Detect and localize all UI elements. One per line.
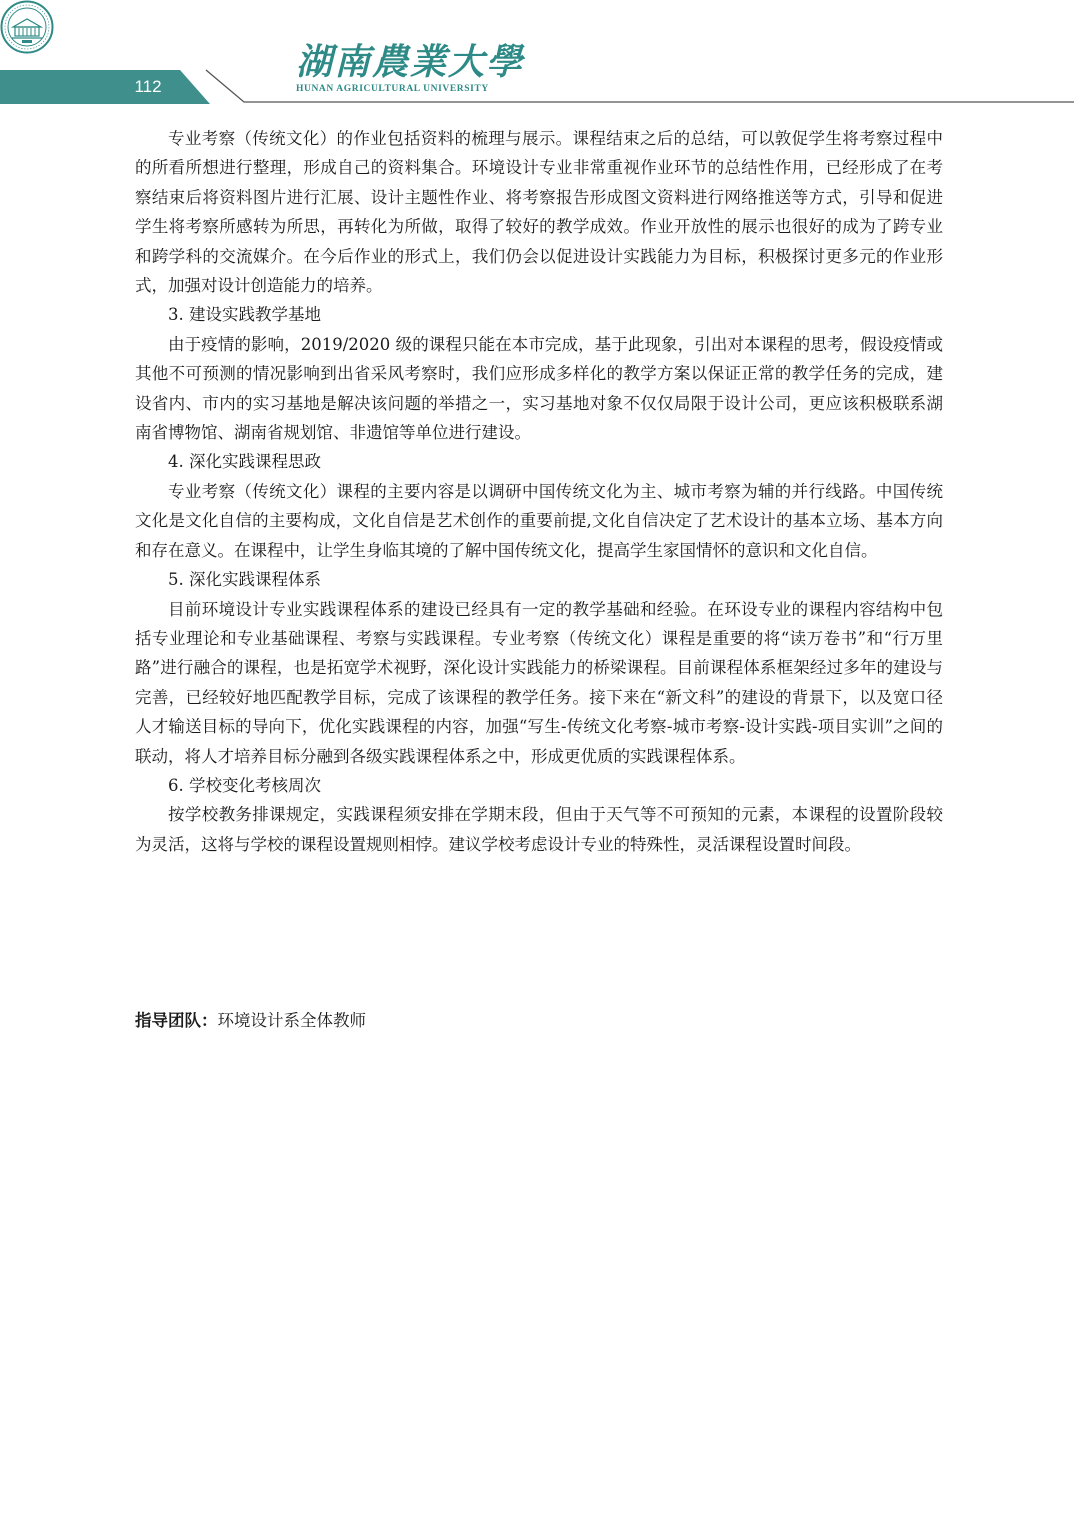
paragraph-schedule: 按学校教务排课规定，实践课程须安排在学期末段，但由于天气等不可预知的元素，本课程的设置阶段较为灵活，这将与学校的课程设置规则相悖。建议学校考虑设计专业的特殊性，灵活课程设置时间段。: [135, 805, 943, 854]
paragraph-base: 由于疫情的影响，2019/2020 级的课程只能在本市完成，基于此现象，引出对本课程的思考，假设疫情或其他不可预测的情况影响到出省采风考察时，我们应形成多样化的教学方案以保证正常的教学任务的完成，建设省内、市内的实习基地是解决该问题的举措之一，实习基地对象不仅仅局限于设计公司，更应该积极联系湖南省博物馆、湖南省规划馆、非遗馆等单位进行建设。: [135, 334, 943, 443]
university-name: 湖南農業大學: [296, 41, 525, 83]
paragraph-assignment: 专业考察（传统文化）的作业包括资料的梳理与展示。课程结束之后的总结，可以敦促学生将考察过程中的所看所想进行整理，形成自己的资料集合。环境设计专业非常重视作业环节的总结性作用，已经形成了在考察结束后将资料图片进行汇展、设计主题性作业、将考察报告形成图文资料进行网络推送等方式，引导和促进学生将考察所感转为所思，再转化为所做，取得了较好的教学成效。作业开放性的展示也很好的成为了跨专业和跨学科的交流媒介。在今后作业的形式上，我们仍会以促进设计实践能力为目标，积极探讨更多元的作业形式，加强对设计创造能力的培养。: [135, 129, 943, 296]
page-number: 112: [134, 77, 162, 96]
section-heading-system: 5. 深化实践课程体系: [168, 570, 321, 590]
page-header: [0, 0, 1074, 110]
paragraph-system: 目前环境设计专业实践课程体系的建设已经具有一定的教学基础和经验。在环设专业的课程内容结构中包括专业理论和专业基础课程、考察与实践课程。专业考察（传统文化）课程是重要的将“读万卷书”和“行万里路”进行融合的课程，也是拓宽学术视野，深化设计实践能力的桥梁课程。目前课程体系框架经过多年的建设与完善，已经较好地匹配教学目标，完成了该课程的教学任务。接下来在“新文科”的建设的背景下，以及宽口径人才输送目标的导向下，优化实践课程的内容，加强“写生-传统文化考察-城市考察-设计实践-项目实训”之间的联动，将人才培养目标分融到各级实践课程体系之中，形成更优质的实践课程体系。: [135, 599, 943, 766]
guidance-team-value: 环境设计系全体教师: [217, 1011, 366, 1030]
guidance-team: [135, 1006, 943, 1035]
guidance-team-label: 指导团队：: [135, 1011, 218, 1030]
section-heading-schedule: 6. 学校变化考核周次: [168, 775, 321, 795]
paragraph-ideology: 专业考察（传统文化）课程的主要内容是以调研中国传统文化为主、城市考察为辅的并行线路。中国传统文化是文化自信的主要构成，文化自信是艺术创作的重要前提,文化自信决定了艺术设计的基本立场、基本方向和存在意义。在课程中，让学生身临其境的了解中国传统文化，提高学生家国情怀的意识和文化自信。: [135, 481, 943, 560]
article-body: [135, 124, 943, 859]
section-heading-base: 3. 建设实践教学基地: [168, 305, 321, 325]
university-name-en: HUNAN AGRICULTURAL UNIVERSITY: [296, 84, 489, 94]
section-heading-ideology: 4. 深化实践课程思政: [168, 452, 321, 472]
page-number-tab: [0, 70, 210, 104]
university-seal-icon: [0, 0, 54, 54]
